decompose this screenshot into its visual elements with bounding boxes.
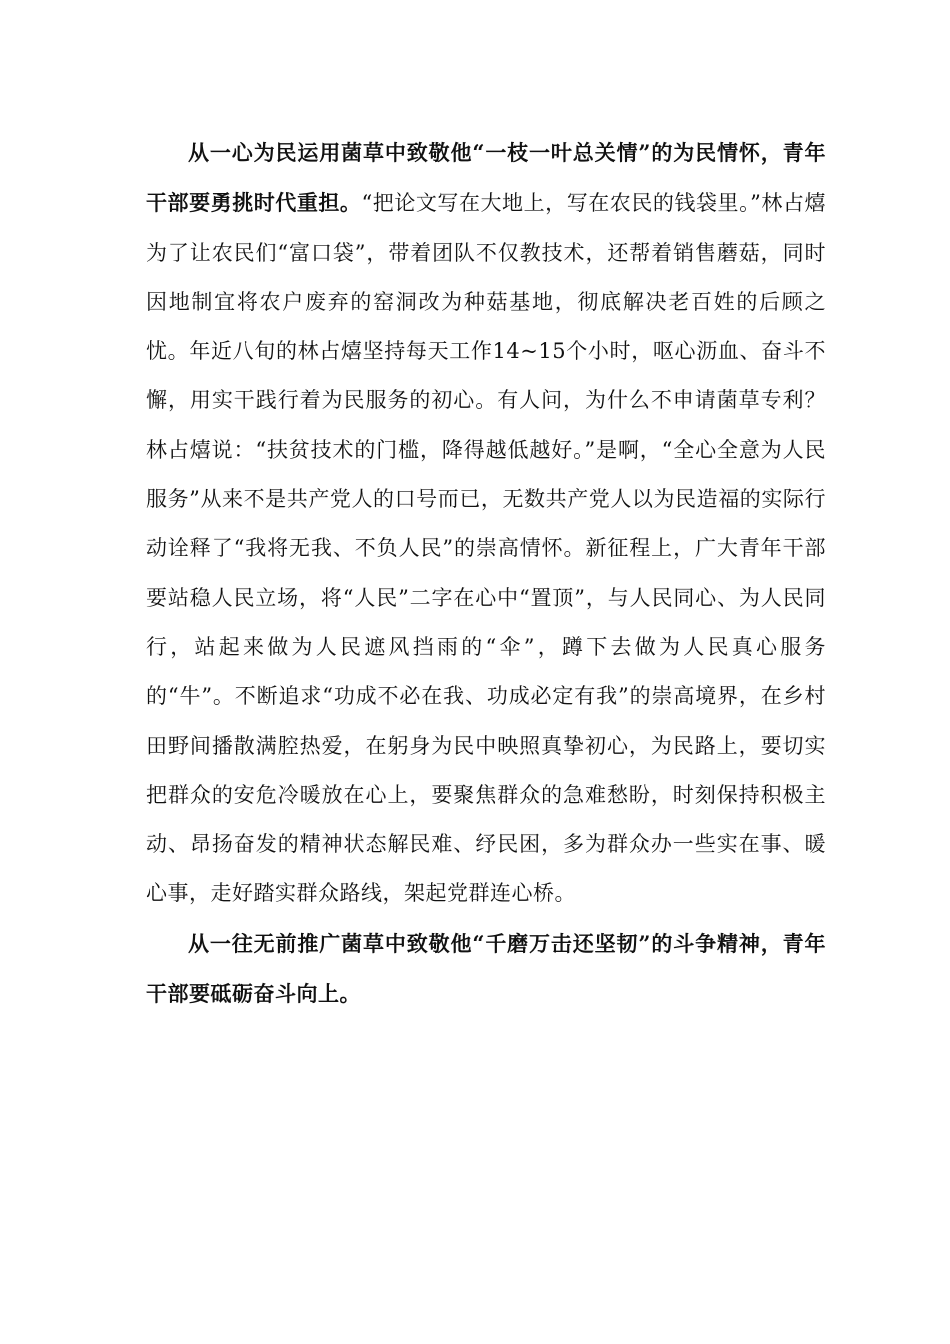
document-body: [146, 128, 826, 1019]
paragraph-2: [146, 919, 826, 1020]
paragraph-1-lead: 从一心为民运用菌草中致敬他“一枝一叶总关情”的为民情怀，青年干部要勇挑时代重担。: [146, 140, 826, 216]
paragraph-1: [146, 128, 826, 919]
paragraph-1-body: “把论文写在大地上，写在农民的钱袋里。”林占熺为了让农民们“富口袋”，带着团队不仅教技术，还帮着销售蘑菇，同时因地制宜将农户废弃的窑洞改为种菇基地，彻底解决老百姓的后顾之忧。年近八旬的林占熺坚持每天工作14~15个小时，呕心沥血、奋斗不懈，用实干践行着为民服务的初心。有人问，为什么不申请菌草专利？林占熺说：“扶贫技术的门槛，降得越低越好。”是啊，“全心全意为人民服务”从来不是共产党人的口号而已，无数共产党人以为民造福的实际行动诠释了“我将无我、不负人民”的崇高情怀。新征程上，广大青年干部要站稳人民立场，将“人民”二字在心中“置顶”，与人民同心、为人民同行，站起来做为人民遮风挡雨的“伞”，蹲下去做为人民真心服务的“牛”。不断追求“功成不必在我、功成必定有我”的崇高境界，在乡村田野间播散满腔热爱，在躬身为民中映照真挚初心，为民路上，要切实把群众的安危冷暖放在心上，要聚焦群众的急难愁盼，时刻保持积极主动、昂扬奋发的精神状态解民难、纾民困，多为群众办一些实在事、暖心事，走好踏实群众路线，架起党群连心桥。: [146, 191, 826, 906]
paragraph-2-lead: 从一往无前推广菌草中致敬他“千磨万击还坚韧”的斗争精神，青年干部要砥砺奋斗向上。: [146, 930, 826, 1007]
